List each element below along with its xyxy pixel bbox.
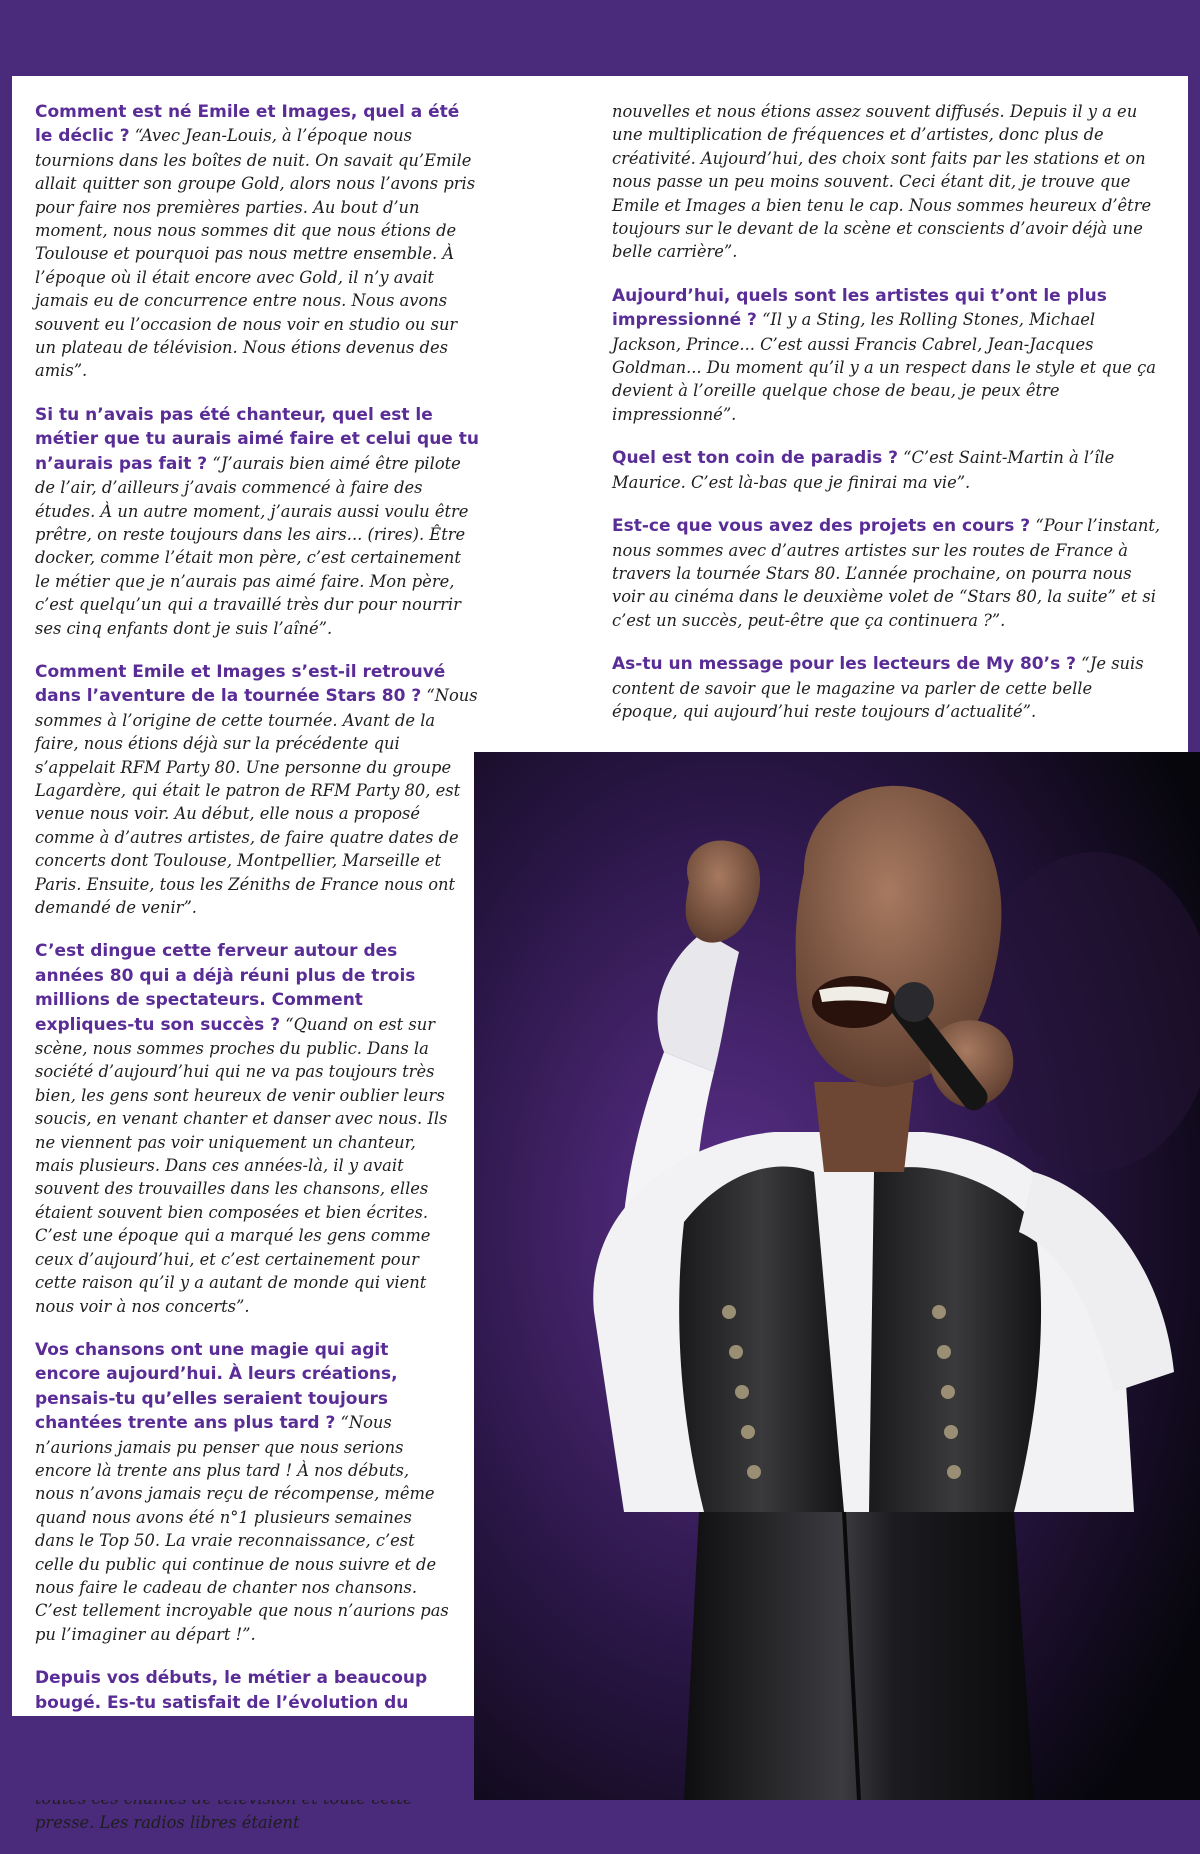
qa-block: [612, 514, 1162, 632]
qa-block: [35, 1338, 450, 1646]
question: Depuis vos débuts, le métier a beaucoup bougé. Es-tu satisfait de l’évolution du: [35, 1668, 428, 1713]
top-frame-band: [0, 0, 1200, 76]
question: Comment Emile et Images s’est-il retrouvé dans l’aventure de la tournée Stars 80 ?: [35, 661, 446, 707]
bottom-frame-band: [0, 1716, 474, 1800]
qa-block: [35, 100, 480, 383]
answer: presse. Les radios libres étaient: [35, 1812, 300, 1832]
answer: “Nous n’aurions jamais pu penser que nous serions encore là trente ans plus tard ! À nos débuts, nous n’avons jamais reçu de récompense, même quand nous avons été n°1 plusieurs semaines dans le Top 50. La vraie reconnaissance, c’est celle du public qui continue de nous suivre et de nous faire le cadeau de chanter nos chansons. C’est tellement incroyable que nous n’aurions pas pu l’imaginer au départ !”.: [35, 1413, 449, 1644]
answer: “C’est Saint-Martin à l’île Maurice. C’est là-bas que je finirai ma vie”.: [612, 448, 1115, 492]
microphone-head: [894, 982, 934, 1022]
answer: “Nous sommes à l’origine de cette tournée. Avant de la faire, nous étions déjà sur la précédente qui s’appelait RFM Party 80. Une personne du groupe Lagardère, qui était le patron de RFM Party 80, est venue nous voir. Au début, elle nous a proposé comme à d’autres artistes, de faire quatre dates de concerts dont Toulouse, Montpellier, Marseille et Paris. Ensuite, tous les Zéniths de France nous ont demandé de venir”.: [35, 686, 478, 917]
leather-pants: [684, 1512, 1034, 1800]
left-column: [35, 100, 480, 1854]
singer-illustration: [474, 752, 1200, 1800]
qa-block: [35, 660, 480, 919]
qa-block: [35, 403, 480, 640]
answer: “Il y a Sting, les Rolling Stones, Michael Jackson, Prince... C’est aussi Francis Cabrel, Jean-Jacques Goldman... Du moment qu’il y a un respect dans le style et que ça devient à l’oreille quelque chose de beau, je peux être impressionné”.: [612, 310, 1156, 424]
question: Si tu n’avais pas été chanteur, quel est le métier que tu aurais aimé faire et celui que tu n’aurais pas fait ?: [35, 404, 479, 474]
vest-right: [869, 1167, 1041, 1512]
question: Aujourd’hui, quels sont les artistes qui t’ont le plus impressionné ?: [612, 285, 1107, 331]
answer: “Avec Jean-Louis, à l’époque nous tournions dans les boîtes de nuit. On savait qu’Emile allait quitter son groupe Gold, alors nous l’avons pris pour faire nos premières parties. Au bout d’un moment, nous nous sommes dit que nous étions de Toulouse et pourquoi pas nous mettre ensemble. À l’époque où il était encore avec Gold, il n’y avait jamais eu de concurrence entre nous. Nous avons souvent eu l’occasion de nous voir en studio ou sur un plateau de télévision. Nous étions devenus des amis”.: [35, 126, 476, 381]
qa-block: [35, 939, 450, 1318]
answer: “Pour l’instant, nous sommes avec d’autres artistes sur les routes de France à travers la tournée Stars 80. L’année prochaine, on pourra nous voir au cinéma dans le deuxième volet de “Stars 80, la suite” et si c’est un succès, peut-être que ça continuera ?”.: [612, 516, 1161, 630]
answer-continuation: nouvelles et nous étions assez souvent diffusés. Depuis il y a eu une multiplication de fréquences et d’artistes, donc plus de créativité. Aujourd’hui, des choix sont faits par les stations et on nous passe un peu moins souvent. Ceci étant dit, je trouve que Emile et Images a bien tenu le cap. Nous sommes heureux d’être toujours sur le devant de la scène et conscients d’avoir déjà une belle carrière”.: [612, 102, 1152, 262]
qa-block: [612, 652, 1162, 723]
answer: “Quand on est sur scène, nous sommes proches du public. Dans la société d’aujourd’hui qui ne va pas toujours très bien, les gens sont heureux de venir oublier leurs soucis, en venant chanter et danser avec nous. Ils ne viennent pas voir uniquement un chanteur, mais plusieurs. Dans ces années-là, il y avait souvent des trouvailles dans les chansons, elles étaient souvent bien composées et bien écrites. C’est une époque qui a marqué les gens comme ceux d’aujourd’hui, et c’est certainement pour cette raison qu’il y a autant de monde qui vient nous voir à nos concerts”.: [35, 1014, 448, 1316]
answer: “Je suis content de savoir que le magazine va parler de cette belle époque, qui aujourd’hui reste toujours d’actualité”.: [612, 654, 1144, 721]
question: Vos chansons ont une magie qui agit encore aujourd’hui. À leurs créations, pensais-tu qu’elles seraient toujours chantées trente ans plus tard ?: [35, 1339, 398, 1434]
answer: “J’aurais bien aimé être pilote de l’air, d’ailleurs j’avais commencé à faire des études. À un autre moment, j’aurais aussi voulu être prêtre, on reste toujours dans les airs... (rires). Être docker, comme l’était mon père, c’est certainement le métier que je n’aurais pas aimé faire. Mon père, c’est quelqu’un qui a travaillé très dur pour nourrir ses cinq enfants dont je suis l’aîné”.: [35, 453, 469, 638]
qa-block: [612, 446, 1162, 494]
qa-block: [612, 284, 1162, 426]
question: C’est dingue cette ferveur autour des années 80 qui a déjà réuni plus de trois millions de spectateurs. Comment expliques-tu son succès ?: [35, 941, 416, 1035]
right-column: [612, 100, 1162, 743]
question: Est-ce que vous avez des projets en cours ?: [612, 516, 1031, 537]
singer-photo: [474, 752, 1200, 1800]
question: As-tu un message pour les lecteurs de My 80’s ?: [612, 654, 1076, 675]
question: Quel est ton coin de paradis ?: [612, 448, 898, 469]
question: Comment est né Emile et Images, quel a été le déclic ?: [35, 102, 460, 147]
